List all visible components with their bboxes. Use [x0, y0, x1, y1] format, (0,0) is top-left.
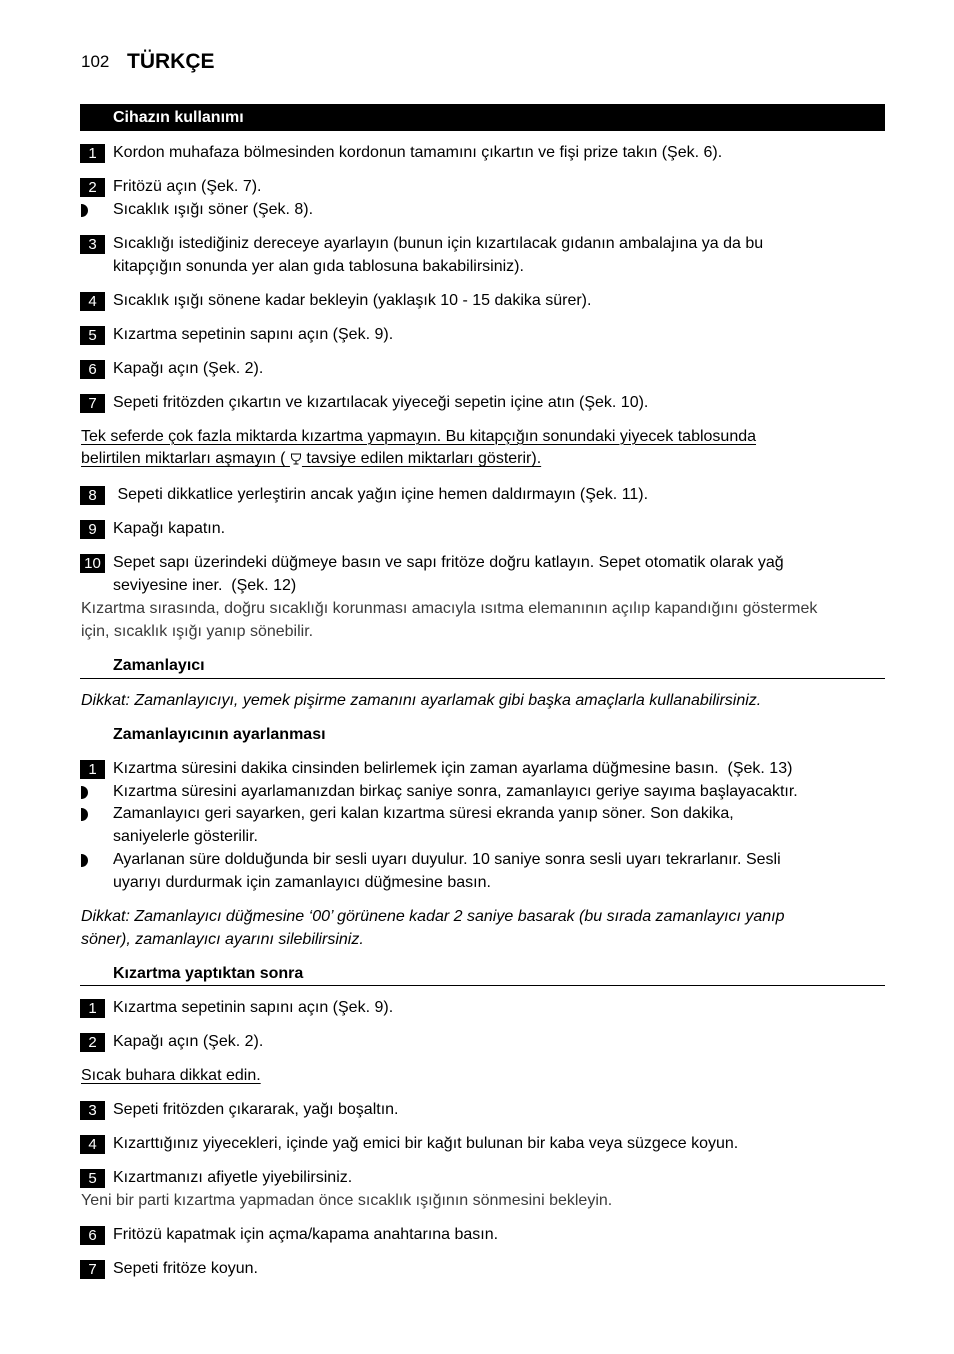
step-number: 3: [80, 1101, 105, 1120]
step-item: [80, 1167, 885, 1190]
note-line: Kızartma sırasında, doğru sıcaklığı korunması amacıyla ısıtma elemanının açılıp kapandığını göstermek: [81, 600, 818, 618]
step-item: [80, 552, 885, 598]
warning-line: tavsiye edilen miktarları gösterir).: [301, 450, 542, 468]
step-number: 5: [80, 326, 105, 345]
step-number: 3: [80, 235, 105, 254]
step-number: 4: [80, 292, 105, 311]
step-text: Sıcaklığı istediğiniz dereceye ayarlayın (bunun için kızartılacak gıdanın ambalajına ya da bu: [113, 234, 764, 252]
step-number: 2: [80, 1033, 105, 1052]
step-number: 5: [80, 1169, 105, 1188]
step-text: Sepeti fritöze koyun.: [113, 1260, 258, 1278]
step-number: 7: [80, 1260, 105, 1279]
bullet-text: Zamanlayıcı geri sayarken, geri kalan kızartma süresi ekranda yanıp söner. Son dakika,: [113, 805, 734, 823]
section-title-bar: Cihazın kullanımı: [80, 104, 885, 131]
bullet-item: [80, 803, 885, 849]
warning-line: belirtilen miktarları aşmayın (: [81, 450, 290, 468]
bullet-item: [80, 781, 885, 804]
step-number: 9: [80, 520, 105, 539]
step-text: Kızartma sepetinin sapını açın (Şek. 9).: [113, 325, 394, 343]
step-item: [80, 1258, 885, 1281]
step-number: 4: [80, 1135, 105, 1154]
step-item: [80, 758, 885, 781]
note-line: için, sıcaklık ışığı yanıp sönebilir.: [81, 622, 314, 640]
step-text: Kızartma sepetinin sapını açın (Şek. 9).: [113, 999, 394, 1017]
step-item: [80, 1224, 885, 1247]
bullet-text: Kızartma süresini ayarlamanızdan birkaç saniye sonra, zamanlayıcı geriye sayıma başlayacaktır.: [113, 782, 798, 800]
caution-note: [80, 690, 885, 713]
step-number: 6: [80, 1226, 105, 1245]
bullet-text: saniyelerle gösterilir.: [113, 828, 258, 846]
max-quantity-icon: [290, 450, 302, 473]
warning-line: Sıcak buhara dikkat edin.: [81, 1067, 261, 1085]
step-number: 7: [80, 394, 105, 413]
step-text: Kordon muhafaza bölmesinden kordonun tamamını çıkartın ve fişi prize takın (Şek. 6).: [113, 144, 723, 162]
step-text: Sepeti fritözden çıkartın ve kızartılacak yiyeceği sepetin içine atın (Şek. 10).: [113, 393, 649, 411]
bullet-icon: [81, 786, 88, 799]
step-item: [80, 290, 885, 313]
step-item: [80, 324, 885, 347]
step-text: Kızarttığınız yiyecekleri, içinde yağ emici bir kağıt bulunan bir kaba veya süzgece koyun.: [113, 1135, 739, 1153]
step-item: [80, 1133, 885, 1156]
step-text: Kapağı açın (Şek. 2).: [113, 359, 264, 377]
step-item: [80, 233, 885, 279]
step-item: [80, 1099, 885, 1122]
page-content: [80, 104, 885, 1281]
step-number: 1: [80, 999, 105, 1018]
step-item: [80, 1031, 885, 1054]
step-text: Kapağı kapatın.: [113, 520, 226, 538]
step-item: [80, 484, 885, 507]
caution-line: Dikkat: Zamanlayıcıyı, yemek pişirme zamanını ayarlamak gibi başka amaçlarla kullanabilirsiniz.: [81, 691, 762, 709]
bullet-text: Ayarlanan süre dolduğunda bir sesli uyarı duyulur. 10 saniye sonra sesli uyarı tekrarlanır. Sesli: [113, 850, 781, 868]
step-item: [80, 392, 885, 415]
step-text: Fritözü kapatmak için açma/kapama anahtarına basın.: [113, 1226, 499, 1244]
step-item: [80, 997, 885, 1020]
step-number: 10: [80, 554, 105, 573]
step-text: Sepeti dikkatlice yerleştirin ancak yağın içine hemen daldırmayın (Şek. 11).: [113, 486, 649, 504]
bullet-item: [80, 849, 885, 895]
step-text: Kızartma süresini dakika cinsinden belirlemek için zaman ayarlama düğmesine basın. (Şek. 13): [113, 759, 793, 777]
caution-line: söner), zamanlayıcı ayarını silebilirsiniz.: [81, 930, 364, 948]
bullet-icon: [81, 854, 88, 867]
step-text: kitapçığın sonunda yer alan gıda tablosuna bakabilirsiniz).: [113, 257, 524, 275]
step-item: [80, 176, 885, 199]
language-title: TÜRKÇE: [127, 50, 215, 73]
section-heading-after-frying: Kızartma yaptıktan sonra: [80, 963, 885, 987]
warning-line: Tek seferde çok fazla miktarda kızartma yapmayın. Bu kitapçığın sonundaki yiyecek tablosunda: [81, 427, 757, 445]
step-number: 1: [80, 760, 105, 779]
section-heading-timer-setting: Zamanlayıcının ayarlanması: [113, 725, 326, 743]
step-number: 1: [80, 144, 105, 163]
step-item: [80, 518, 885, 541]
step-text: seviyesine iner. (Şek. 12): [113, 577, 297, 595]
step-item: [80, 358, 885, 381]
step-number: 2: [80, 178, 105, 197]
step-text: Sepet sapı üzerindeki düğmeye basın ve sapı fritöze doğru katlayın. Sepet otomatik olarak yağ: [113, 554, 784, 572]
step-number: 8: [80, 486, 105, 505]
page-number: 102: [81, 52, 110, 71]
section-heading-timer: Zamanlayıcı: [80, 655, 885, 679]
step-text: Sıcaklık ışığı sönene kadar bekleyin (yaklaşık 10 - 15 dakika sürer).: [113, 291, 592, 309]
caution-line: Dikkat: Zamanlayıcı düğmesine ‘00’ görünene kadar 2 saniye basarak (bu sırada zamanlayıcı yanıp: [81, 907, 785, 925]
note-text: [80, 1190, 885, 1213]
step-text: Kızartmanızı afiyetle yiyebilirsiniz.: [113, 1169, 353, 1187]
bullet-icon: [81, 808, 88, 821]
bullet-icon: [81, 204, 88, 217]
caution-note: [80, 906, 885, 952]
step-text: Sepeti fritözden çıkararak, yağı boşaltın.: [113, 1101, 399, 1119]
step-text: Kapağı açın (Şek. 2).: [113, 1033, 264, 1051]
bullet-text: Sıcaklık ışığı söner (Şek. 8).: [113, 200, 314, 218]
note-line: Yeni bir parti kızartma yapmadan önce sıcaklık ışığının sönmesini bekleyin.: [81, 1192, 613, 1210]
bullet-text: uyarıyı durdurmak için zamanlayıcı düğmesine basın.: [113, 873, 491, 891]
step-item: [80, 142, 885, 165]
note-text: [80, 598, 885, 644]
step-number: 6: [80, 360, 105, 379]
warning-text: [80, 1065, 885, 1088]
warning-text: [80, 426, 885, 474]
step-text: Fritözü açın (Şek. 7).: [113, 178, 262, 196]
bullet-item: [80, 199, 885, 222]
